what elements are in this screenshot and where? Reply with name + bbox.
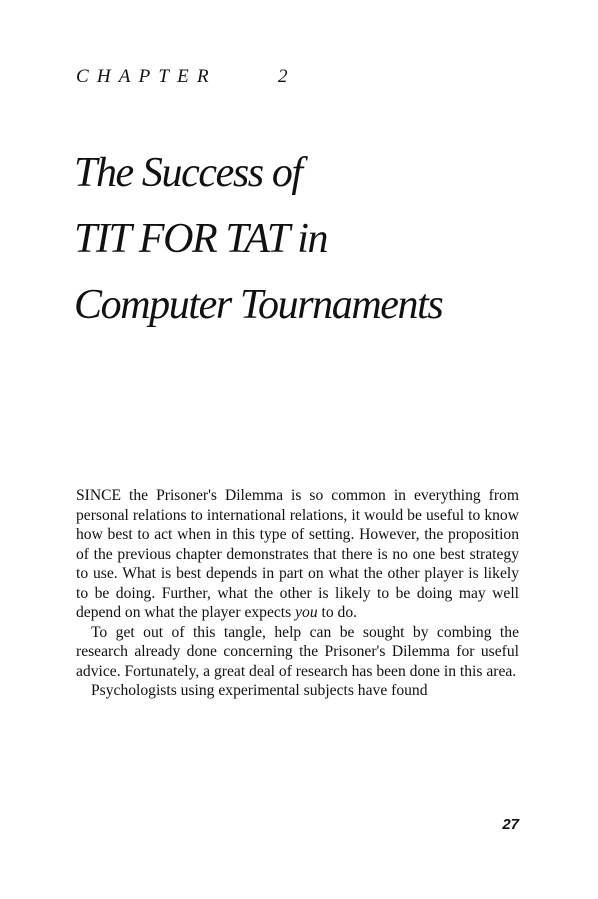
paragraph-1-main-text: SINCE the Prisoner's Dilemma is so common in everything from personal relations to international relations, it would be useful to know how best to act when in this type of setting. However, the proposition of the previous chapter demonstrates that there is no one best strategy to use. What is best depends in part on what the other player is likely to be doing. Further, what the other is likely to be doing may well depend on what the player expects	[76, 487, 519, 622]
body-paragraph-2: To get out of this tangle, help can be sought by combing the research already done concerning the Prisoner's Dilemma for useful advice. Fortunately, a great deal of research has been done in this area.	[76, 623, 519, 680]
chapter-number: 2	[278, 66, 288, 87]
body-paragraph-3: Psychologists using experimental subjects have found	[91, 682, 428, 700]
chapter-title-line-3: Computer Tournaments	[74, 282, 443, 328]
chapter-label: CHAPTER	[76, 66, 217, 87]
body-paragraph-1	[76, 486, 519, 623]
page-number: 27	[502, 816, 519, 833]
chapter-title	[74, 140, 442, 338]
chapter-title-line-1: The Success of	[74, 150, 302, 196]
chapter-title-line-2: TIT FOR TAT in	[74, 216, 328, 262]
paragraph-1-ending: to do.	[317, 604, 358, 622]
chapter-body	[76, 486, 519, 701]
paragraph-1-emphasis: you	[295, 604, 318, 622]
chapter-heading	[76, 66, 288, 88]
